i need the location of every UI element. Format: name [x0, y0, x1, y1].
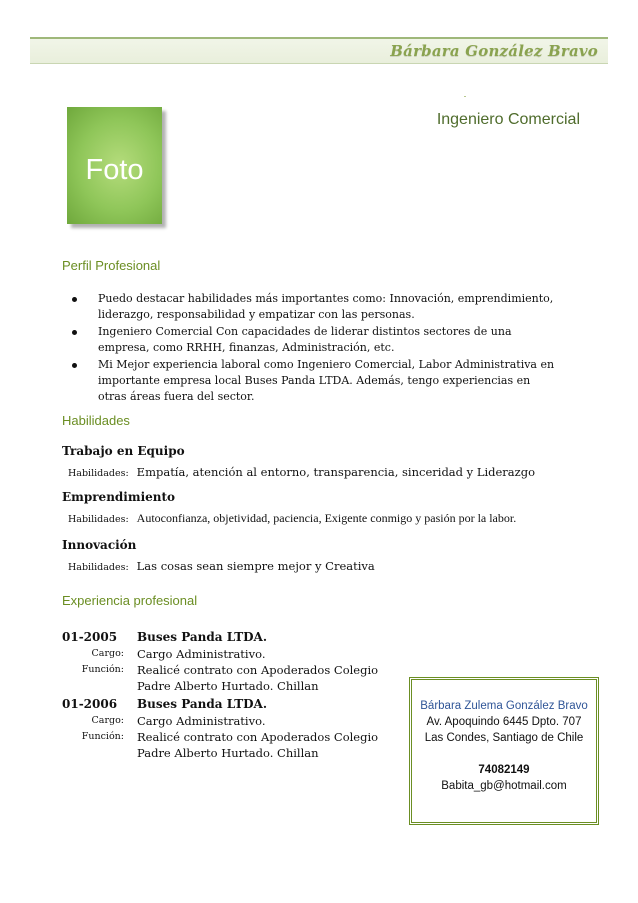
experience-funcion-label: Función:	[81, 731, 124, 742]
experience-company: Buses Panda LTDA.	[137, 630, 268, 644]
profile-bullet-list	[62, 291, 562, 406]
skill-value: Las cosas sean siempre mejor y Creativa	[136, 559, 375, 573]
experience-company: Buses Panda LTDA.	[137, 697, 268, 711]
experience-cargo-label: Cargo:	[91, 648, 124, 659]
skill-name: Trabajo en Equipo	[62, 444, 185, 458]
profile-bullet: Ingeniero Comercial Con capacidades de liderar distintos sectores de una empresa, como RRHH, finanzas, Administración, etc.	[62, 324, 562, 356]
contact-phone: 74082149	[478, 764, 530, 776]
photo-label: Foto	[85, 154, 144, 186]
section-title-skills: Habilidades	[62, 413, 130, 428]
contact-name: Bárbara Zulema González Bravo	[420, 700, 588, 712]
experience-cargo: Cargo Administrativo.	[137, 647, 266, 661]
skill-name: Emprendimiento	[62, 490, 176, 504]
skill-key: Habilidades:	[68, 514, 129, 525]
photo-placeholder	[67, 107, 162, 224]
experience-cargo: Cargo Administrativo.	[137, 714, 266, 728]
experience-funcion: Realicé contrato con Apoderados Colegio Padre Alberto Hurtado. Chillan	[137, 730, 379, 760]
skill-value: Empatía, atención al entorno, transparencia, sinceridad y Liderazgo	[136, 465, 536, 479]
experience-funcion: Realicé contrato con Apoderados Colegio Padre Alberto Hurtado. Chillan	[137, 663, 379, 693]
experience-funcion-label: Función:	[81, 664, 124, 675]
contact-address-line1: Av. Apoquindo 6445 Dpto. 707	[426, 716, 582, 728]
skill-row	[68, 507, 516, 526]
contact-address-line2: Las Condes, Santiago de Chile	[424, 732, 584, 744]
section-title-experience: Experiencia profesional	[62, 593, 198, 608]
section-title-profile: Perfil Profesional	[62, 258, 161, 273]
contact-box	[409, 677, 599, 825]
job-title: Ingeniero Comercial	[436, 111, 580, 128]
skill-key: Habilidades:	[68, 562, 129, 573]
experience-date: 01-2005	[62, 630, 118, 644]
skill-row	[68, 555, 375, 574]
skill-value: Autoconfianza, objetividad, paciencia, Exigente conmigo y pasión por la labor.	[136, 511, 517, 525]
skill-row	[68, 461, 535, 480]
decorative-dot	[464, 96, 466, 97]
experience-cargo-label: Cargo:	[91, 715, 124, 726]
skill-name: Innovación	[62, 538, 137, 552]
header-name: Bárbara González Bravo	[390, 42, 598, 60]
contact-email[interactable]: Babita_gb@hotmail.com	[441, 780, 567, 792]
experience-date: 01-2006	[62, 697, 118, 711]
profile-bullet: Mi Mejor experiencia laboral como Ingeniero Comercial, Labor Administrativa en importante empresa local Buses Panda LTDA. Además, tengo experiencias en otras áreas fuera del sector.	[62, 357, 562, 405]
profile-bullet: Puedo destacar habilidades más importantes como: Innovación, emprendimiento, liderazgo, responsabilidad y empatizar con las personas.	[62, 291, 562, 323]
skill-key: Habilidades:	[68, 468, 129, 479]
